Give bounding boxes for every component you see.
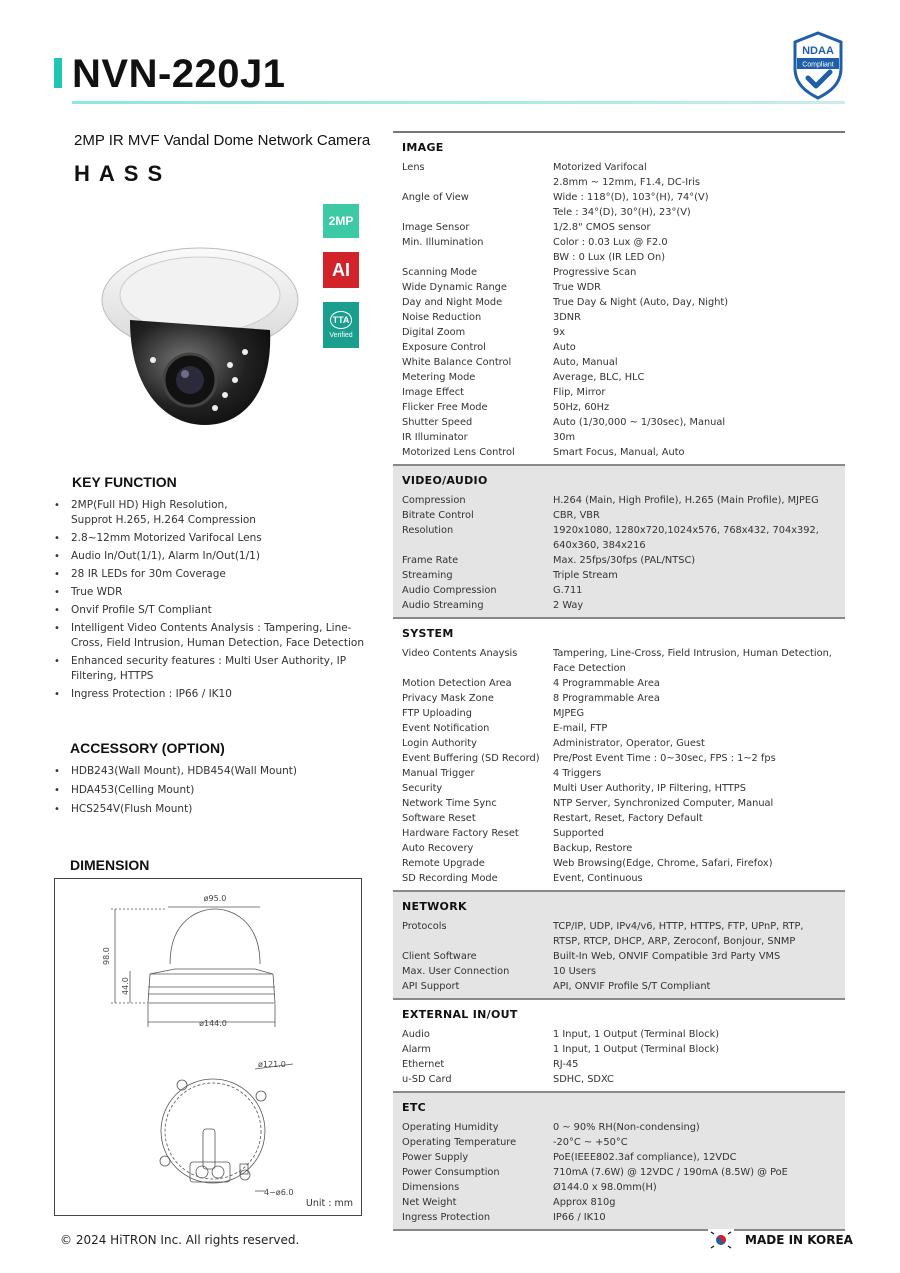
spec-key: API Support [402,981,460,992]
spec-row [393,979,845,994]
dimension-title: DIMENSION [70,857,150,873]
spec-value: True Day & Night (Auto, Day, Night) [553,297,729,308]
spec-value: Average, BLC, HLC [553,372,645,383]
spec-value: 710mA (7.6W) @ 12VDC / 190mA (8.5W) @ PoE [553,1167,788,1178]
spec-key: Net Weight [402,1197,457,1208]
spec-row [393,235,845,265]
spec-key: u-SD Card [402,1074,452,1085]
dimension-drawing [54,878,362,1216]
spec-key: Auto Recovery [402,843,474,854]
spec-row [393,583,845,598]
spec-row [393,370,845,385]
ndaa-top-text: NDAA [802,45,834,57]
spec-value: Motorized Varifocal 2.8mm ~ 12mm, F1.4, DC-Iris [553,162,700,188]
dome-camera-image [95,240,305,430]
badge-tta-verified [323,302,359,348]
spec-row [393,1072,845,1087]
spec-value: IP66 / IK10 [553,1212,606,1223]
spec-key: Exposure Control [402,342,486,353]
spec-key: Digital Zoom [402,327,466,338]
spec-value: 1 Input, 1 Output (Terminal Block) [553,1029,720,1040]
list-item: • True WDR [54,585,364,600]
spec-value: 1920x1080, 1280x720,1024x576, 768x432, 704x392, 640x360, 384x216 [553,525,819,551]
model-title: NVN-220J1 [72,52,286,96]
spec-value: Auto (1/30,000 ~ 1/30sec), Manual [553,417,726,428]
spec-key: Wide Dynamic Range [402,282,507,293]
spec-value: Restart, Reset, Factory Default [553,813,703,824]
spec-row [393,568,845,583]
spec-row [393,919,845,949]
spec-row [393,385,845,400]
spec-key: Protocols [402,921,447,932]
spec-section-video-audio [393,466,845,617]
spec-row [393,1210,845,1225]
spec-row [393,1120,845,1135]
spec-key: Security [402,783,443,794]
spec-row [393,1027,845,1042]
spec-row [393,340,845,355]
spec-key: Max. User Connection [402,966,510,977]
spec-row [393,220,845,235]
spec-key: Noise Reduction [402,312,482,323]
spec-value: Auto [553,342,576,353]
spec-key: Manual Trigger [402,768,475,779]
spec-value: 1/2.8" CMOS sensor [553,222,651,233]
spec-row [393,1165,845,1180]
spec-key: Audio Compression [402,585,497,596]
key-function-list [54,498,364,705]
title-accent-bar [54,58,62,88]
spec-row [393,736,845,751]
spec-value: Ø144.0 x 98.0mm(H) [553,1182,657,1193]
spec-section-title: SYSTEM [402,627,454,640]
spec-row [393,355,845,370]
korea-flag-icon [708,1229,734,1251]
spec-key: Bitrate Control [402,510,474,521]
spec-row [393,553,845,568]
spec-value: Color : 0.03 Lux @ F2.0 BW : 0 Lux (IR LED On) [553,237,668,263]
spec-row [393,1057,845,1072]
badge-2mp: 2MP [323,204,359,238]
spec-row [393,415,845,430]
spec-row [393,691,845,706]
spec-key: Network Time Sync [402,798,497,809]
spec-value: CBR, VBR [553,510,600,521]
spec-value: Web Browsing(Edge, Chrome, Safari, Firefox) [553,858,773,869]
spec-value: Wide : 118°(D), 103°(H), 74°(V) Tele : 34°(D), 30°(H), 23°(V) [553,192,709,218]
list-item: • Enhanced security features : Multi User Authority, IP Filtering, HTTPS [54,654,364,684]
spec-value: 3DNR [553,312,581,323]
spec-key: Power Consumption [402,1167,500,1178]
spec-key: FTP Uploading [402,708,472,719]
tta-mark: TTA [330,311,353,329]
spec-key: Power Supply [402,1152,469,1163]
tta-label: Verified [329,332,353,339]
spec-section-image [393,133,845,464]
list-item: • Audio In/Out(1/1), Alarm In/Out(1/1) [54,549,364,564]
spec-key: Alarm [402,1044,431,1055]
spec-value: Smart Focus, Manual, Auto [553,447,685,458]
spec-value: NTP Server, Synchronized Computer, Manual [553,798,774,809]
list-item: • HDA453(Celling Mount) [54,783,364,798]
spec-value: 4 Triggers [553,768,602,779]
spec-value: Event, Continuous [553,873,643,884]
spec-section-title: ETC [402,1101,426,1114]
spec-key: Shutter Speed [402,417,473,428]
accessory-list [54,764,364,820]
spec-section-external-in-out [393,1000,845,1091]
spec-table [393,131,845,1231]
ndaa-bottom-text: Compliant [802,61,834,69]
spec-row [393,295,845,310]
spec-key: Ethernet [402,1059,445,1070]
badge-ai: AI [323,252,359,288]
spec-value: 0 ~ 90% RH(Non-condensing) [553,1122,700,1133]
spec-row [393,1180,845,1195]
spec-key: Dimensions [402,1182,460,1193]
dim-d95: ø95.0 [203,894,227,903]
spec-key: Audio Streaming [402,600,484,611]
spec-key: Event Notification [402,723,490,734]
spec-value: H.264 (Main, High Profile), H.265 (Main Profile), MJPEG [553,495,819,506]
spec-row [393,676,845,691]
spec-row [393,1042,845,1057]
spec-key: Hardware Factory Reset [402,828,519,839]
spec-row [393,430,845,445]
spec-key: Angle of View [402,192,469,203]
unit-label: Unit : mm [305,1198,353,1209]
spec-row [393,523,845,553]
spec-value: 2 Way [553,600,584,611]
dim-d121: ø121.0 [258,1060,286,1069]
spec-key: Privacy Mask Zone [402,693,494,704]
spec-value: Built-In Web, ONVIF Compatible 3rd Party VMS [553,951,781,962]
spec-row [393,1195,845,1210]
spec-row [393,310,845,325]
spec-key: Flicker Free Mode [402,402,488,413]
spec-value: 1 Input, 1 Output (Terminal Block) [553,1044,720,1055]
accessory-title: ACCESSORY (OPTION) [70,740,225,756]
spec-key: Event Buffering (SD Record) [402,753,540,764]
spec-value: Multi User Authority, IP Filtering, HTTPS [553,783,746,794]
key-function-title: KEY FUNCTION [72,474,177,490]
spec-row [393,1150,845,1165]
spec-row [393,964,845,979]
hass-logo [74,162,194,184]
dim-d144: ø144.0 [199,1019,227,1028]
spec-value: Backup, Restore [553,843,633,854]
spec-value: Supported [553,828,604,839]
spec-key: Streaming [402,570,453,581]
spec-key: Min. Illumination [402,237,484,248]
spec-row [393,721,845,736]
spec-value: SDHC, SDXC [553,1074,614,1085]
spec-value: API, ONVIF Profile S/T Compliant [553,981,711,992]
spec-row [393,766,845,781]
spec-value: Max. 25fps/30fps (PAL/NTSC) [553,555,696,566]
spec-value: 50Hz, 60Hz [553,402,610,413]
spec-key: Lens [402,162,425,173]
spec-value: -20°C ~ +50°C [553,1137,628,1148]
list-item: • HCS254V(Flush Mount) [54,802,364,817]
spec-value: True WDR [553,282,601,293]
spec-key: Operating Humidity [402,1122,499,1133]
spec-value: 9x [553,327,566,338]
spec-key: Scanning Mode [402,267,477,278]
spec-row [393,856,845,871]
spec-row [393,508,845,523]
spec-value: PoE(IEEE802.3af compliance), 12VDC [553,1152,737,1163]
spec-value: Flip, Mirror [553,387,606,398]
spec-row [393,400,845,415]
spec-key: White Balance Control [402,357,512,368]
spec-key: Audio [402,1029,430,1040]
spec-row [393,265,845,280]
spec-value: Pre/Post Event Time : 0~30sec, FPS : 1~2 fps [553,753,776,764]
spec-key: Frame Rate [402,555,459,566]
spec-key: Image Effect [402,387,464,398]
spec-value: Progressive Scan [553,267,637,278]
spec-value: Approx 810g [553,1197,616,1208]
spec-value: RJ-45 [553,1059,579,1070]
spec-row [393,646,845,676]
dim-h44: 44.0 [121,977,130,995]
spec-divider [393,1229,845,1231]
spec-value: Tampering, Line-Cross, Field Intrusion, Human Detection, Face Detection [553,648,832,674]
dimension-svg [55,879,361,1215]
spec-row [393,811,845,826]
list-item: • Intelligent Video Contents Analysis : Tampering, Line-Cross, Field Intrusion, Human Detection, Face Detection [54,621,364,651]
spec-value: 4 Programmable Area [553,678,660,689]
list-item: • 2.8~12mm Motorized Varifocal Lens [54,531,364,546]
spec-row [393,445,845,460]
list-item: • Onvif Profile S/T Compliant [54,603,364,618]
dim-h98: 98.0 [102,947,111,965]
spec-row [393,325,845,340]
spec-key: Day and Night Mode [402,297,503,308]
spec-key: Motion Detection Area [402,678,512,689]
spec-row [393,796,845,811]
spec-value: 10 Users [553,966,597,977]
copyright: © 2024 HiTRON Inc. All rights reserved. [60,1233,300,1247]
spec-key: Image Sensor [402,222,470,233]
list-item: • HDB243(Wall Mount), HDB454(Wall Mount) [54,764,364,779]
dim-holes: 4−ø6.0 [264,1188,294,1197]
spec-value: MJPEG [553,708,585,719]
list-item: • 2MP(Full HD) High Resolution, Supprot H.265, H.264 Compression [54,498,364,528]
spec-row [393,598,845,613]
spec-key: Software Reset [402,813,476,824]
list-item: • Ingress Protection : IP66 / IK10 [54,687,364,702]
spec-key: Metering Mode [402,372,476,383]
spec-key: Motorized Lens Control [402,447,515,458]
spec-value: TCP/IP, UDP, IPv4/v6, HTTP, HTTPS, FTP, UPnP, RTP, RTSP, RTCP, DHCP, ARP, Zeroconf, Bonjour, SNMP [553,921,804,947]
spec-key: Client Software [402,951,477,962]
spec-value: 30m [553,432,576,443]
spec-key: Resolution [402,525,454,536]
spec-value: Administrator, Operator, Guest [553,738,705,749]
spec-row [393,160,845,190]
spec-value: G.711 [553,585,583,596]
spec-key: Operating Temperature [402,1137,517,1148]
product-subtitle: 2MP IR MVF Vandal Dome Network Camera [74,132,371,149]
spec-value: Auto, Manual [553,357,618,368]
spec-row [393,949,845,964]
spec-key: Remote Upgrade [402,858,485,869]
spec-section-title: VIDEO/AUDIO [402,474,488,487]
spec-key: IR Illuminator [402,432,468,443]
spec-row [393,871,845,886]
spec-key: SD Recording Mode [402,873,498,884]
spec-row [393,826,845,841]
spec-section-network [393,892,845,998]
spec-section-title: EXTERNAL IN/OUT [402,1008,518,1021]
spec-row [393,493,845,508]
spec-key: Compression [402,495,466,506]
spec-value: E-mail, FTP [553,723,608,734]
list-item: • 28 IR LEDs for 30m Coverage [54,567,364,582]
spec-section-system [393,619,845,890]
spec-row [393,190,845,220]
spec-key: Ingress Protection [402,1212,491,1223]
spec-row [393,706,845,721]
spec-section-title: IMAGE [402,141,444,154]
spec-row [393,841,845,856]
spec-value: Triple Stream [553,570,618,581]
spec-row [393,751,845,766]
spec-row [393,1135,845,1150]
spec-value: 8 Programmable Area [553,693,660,704]
spec-row [393,781,845,796]
spec-section-etc [393,1093,845,1229]
spec-row [393,280,845,295]
made-in-korea: MADE IN KOREA [745,1233,853,1247]
spec-key: Login Authority [402,738,477,749]
ndaa-compliant-badge [790,30,846,100]
spec-section-title: NETWORK [402,900,467,913]
spec-key: Video Contents Anaysis [402,648,518,659]
title-underline [72,101,845,104]
brand-text: HASS [74,162,172,184]
